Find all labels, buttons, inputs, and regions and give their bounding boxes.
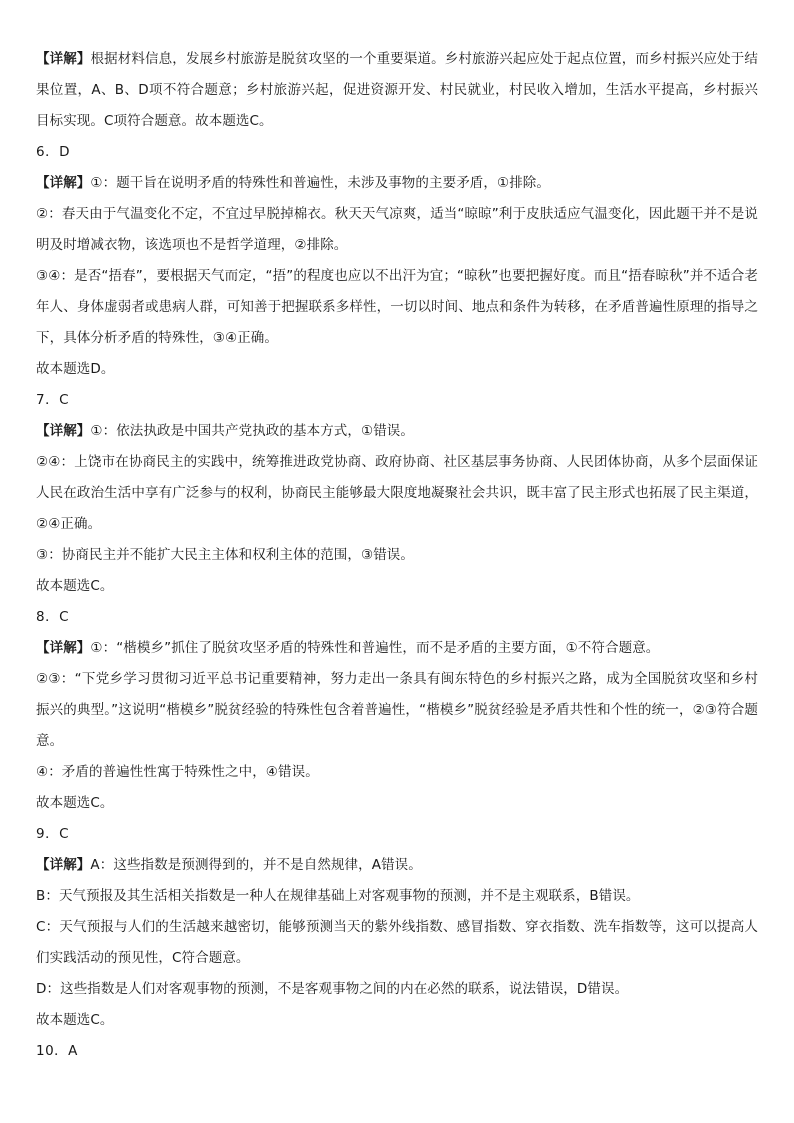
- paragraph: C：天气预报与人们的生活越来越密切，能够预测当天的紫外线指数、感冒指数、穿衣指数、洗车指数等，这可以提高人们实践活动的预见性，C符合题意。: [36, 919, 758, 966]
- paragraph: ③：协商民主并不能扩大民主主体和权利主体的范围，③错误。: [36, 547, 415, 563]
- detail-tag: 【详解】: [36, 857, 91, 873]
- paragraph: ②：春天由于气温变化不定，不宜过早脱掉棉衣。秋天天气凉爽，适当“晾晾”利于皮肤适应气温变化，因此题干并不是说明及时增减衣物，该选项也不是哲学道理，②排除。: [36, 206, 758, 253]
- paragraph: 故本题选C。: [36, 795, 114, 811]
- question-answer: 7．C: [36, 392, 70, 408]
- paragraph: 故本题选C。: [36, 578, 114, 594]
- question-answer: 8．C: [36, 609, 70, 625]
- paragraph: ③④：是否“捂春”，要根据天气而定，“捂”的程度也应以不出汗为宜；“晾秋”也要把握好度。而且“捂春晾秋”并不适合老年人、身体虚弱者或患病人群，可知善于把握联系多样性，一切以时间、地点和条件为转移，在矛盾普遍性原理的指导之下，具体分析矛盾的特殊性，③④正确。: [36, 268, 758, 346]
- paragraph: 【详解】①：依法执政是中国共产党执政的基本方式，①错误。: [36, 423, 415, 439]
- paragraph: ②③：“下党乡学习贯彻习近平总书记重要精神，努力走出一条具有闽东特色的乡村振兴之路，成为全国脱贫攻坚和乡村振兴的典型。”这说明“楷模乡”脱贫经验的特殊性包含着普遍性，“楷模乡”脱贫经验是矛盾共性和个性的统一，②③符合题意。: [36, 671, 758, 749]
- paragraph: D：这些指数是人们对客观事物的预测，不是客观事物之间的内在必然的联系，说法错误，D错误。: [36, 981, 629, 997]
- detail-tag: 【详解】: [36, 51, 91, 67]
- paragraph: B：天气预报及其生活相关指数是一种人在规律基础上对客观事物的预测，并不是主观联系，B错误。: [36, 888, 640, 904]
- detail-tag: 【详解】: [36, 640, 91, 656]
- paragraph: 【详解】①：题干旨在说明矛盾的特殊性和普遍性，未涉及事物的主要矛盾，①排除。: [36, 175, 551, 191]
- question-answer: 9．C: [36, 826, 70, 842]
- document-page: [36, 44, 758, 1067]
- question-answer: 10．A: [36, 1043, 78, 1059]
- question-answer: 6．D: [36, 144, 70, 160]
- paragraph: 【详解】根据材料信息，发展乡村旅游是脱贫攻坚的一个重要渠道。乡村旅游兴起应处于起点位置，而乡村振兴应处于结果位置，A、B、D项不符合题意；乡村旅游兴起，促进资源开发、村民就业，村民收入增加，生活水平提高，乡村振兴目标实现。C项符合题意。故本题选C。: [36, 51, 758, 129]
- paragraph: 故本题选C。: [36, 1012, 114, 1028]
- detail-tag: 【详解】: [36, 175, 91, 191]
- paragraph: ④：矛盾的普遍性性寓于特殊性之中，④错误。: [36, 764, 319, 780]
- paragraph: 故本题选D。: [36, 361, 115, 377]
- paragraph: 【详解】A：这些指数是预测得到的，并不是自然规律，A错误。: [36, 857, 422, 873]
- paragraph: ②④：上饶市在协商民主的实践中，统筹推进政党协商、政府协商、社区基层事务协商、人民团体协商，从多个层面保证人民在政治生活中享有广泛参与的权利，协商民主能够最大限度地凝聚社会共识，既丰富了民主形式也拓展了民主渠道，②④正确。: [36, 454, 758, 532]
- detail-tag: 【详解】: [36, 423, 91, 439]
- paragraph: 【详解】①：“楷模乡”抓住了脱贫攻坚矛盾的特殊性和普遍性，而不是矛盾的主要方面，①不符合题意。: [36, 640, 660, 656]
